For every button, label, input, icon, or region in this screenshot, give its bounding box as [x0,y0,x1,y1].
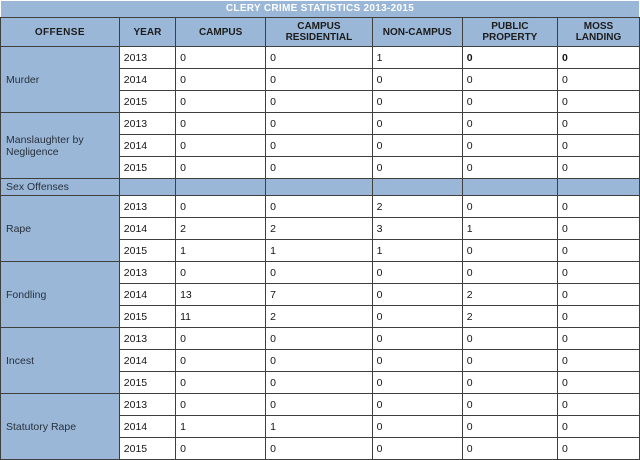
value-cell-public-property: 2 [462,306,557,328]
value-cell-campus-residential: 0 [266,91,372,113]
value-cell-public-property: 0 [462,328,557,350]
value-cell-public-property: 0 [462,240,557,262]
table-group-band-row [1,179,640,196]
value-cell-campus: 0 [176,157,266,179]
value-cell-public-property: 0 [462,157,557,179]
offense-label: Fondling [1,262,120,328]
value-cell-moss-landing: 0 [557,113,639,135]
year-cell: 2013 [119,328,175,350]
value-cell-moss-landing: 0 [557,240,639,262]
column-header-year: YEAR [119,18,175,47]
value-cell-campus: 0 [176,328,266,350]
value-cell-moss-landing: 0 [557,157,639,179]
value-cell-campus: 0 [176,262,266,284]
band-filler-cell [462,179,557,196]
year-cell: 2013 [119,47,175,69]
value-cell-campus: 0 [176,47,266,69]
column-header-campus: CAMPUS [176,18,266,47]
table-row [1,113,640,135]
value-cell-campus-residential: 2 [266,306,372,328]
value-cell-campus-residential: 0 [266,196,372,218]
value-cell-campus-residential: 2 [266,218,372,240]
value-cell-non-campus: 0 [372,438,462,460]
value-cell-non-campus: 1 [372,47,462,69]
value-cell-public-property: 0 [462,416,557,438]
year-cell: 2015 [119,240,175,262]
value-cell-campus: 0 [176,350,266,372]
year-cell: 2014 [119,284,175,306]
year-cell: 2014 [119,218,175,240]
value-cell-non-campus: 0 [372,69,462,91]
year-cell: 2013 [119,394,175,416]
value-cell-moss-landing: 0 [557,372,639,394]
value-cell-public-property: 0 [462,91,557,113]
value-cell-campus-residential: 0 [266,47,372,69]
column-header-moss-landing: MOSS LANDING [557,18,639,47]
value-cell-non-campus: 0 [372,306,462,328]
value-cell-moss-landing: 0 [557,306,639,328]
band-filler-cell [266,179,372,196]
value-cell-moss-landing: 0 [557,69,639,91]
value-cell-campus-residential: 0 [266,262,372,284]
table-row [1,328,640,350]
value-cell-moss-landing: 0 [557,416,639,438]
value-cell-non-campus: 0 [372,328,462,350]
value-cell-campus: 11 [176,306,266,328]
value-cell-campus: 0 [176,438,266,460]
value-cell-moss-landing: 0 [557,284,639,306]
value-cell-campus-residential: 1 [266,416,372,438]
value-cell-public-property: 0 [462,394,557,416]
column-header-offense: OFFENSE [1,18,120,47]
year-cell: 2015 [119,157,175,179]
value-cell-non-campus: 0 [372,350,462,372]
value-cell-moss-landing: 0 [557,135,639,157]
value-cell-campus-residential: 0 [266,135,372,157]
value-cell-moss-landing: 0 [557,196,639,218]
band-filler-cell [176,179,266,196]
value-cell-campus-residential: 0 [266,328,372,350]
column-header-campus-residential: CAMPUS RESIDENTIAL [266,18,372,47]
value-cell-moss-landing: 0 [557,262,639,284]
year-cell: 2014 [119,135,175,157]
year-cell: 2015 [119,372,175,394]
year-cell: 2015 [119,306,175,328]
column-header-public-property: PUBLIC PROPERTY [462,18,557,47]
value-cell-campus-residential: 0 [266,394,372,416]
value-cell-moss-landing: 0 [557,218,639,240]
value-cell-non-campus: 0 [372,394,462,416]
offense-label: Rape [1,196,120,262]
table-row [1,47,640,69]
value-cell-public-property: 0 [462,47,557,69]
value-cell-non-campus: 1 [372,240,462,262]
offense-label: Statutory Rape [1,394,120,460]
value-cell-moss-landing: 0 [557,91,639,113]
value-cell-campus: 1 [176,240,266,262]
year-cell: 2015 [119,91,175,113]
table-row [1,394,640,416]
table-header-row [1,18,640,47]
value-cell-public-property: 1 [462,218,557,240]
value-cell-non-campus: 0 [372,91,462,113]
value-cell-campus: 0 [176,135,266,157]
band-filler-cell [372,179,462,196]
value-cell-public-property: 0 [462,262,557,284]
value-cell-campus: 0 [176,69,266,91]
value-cell-campus-residential: 0 [266,69,372,91]
value-cell-non-campus: 0 [372,372,462,394]
value-cell-non-campus: 0 [372,157,462,179]
value-cell-campus: 0 [176,91,266,113]
value-cell-campus: 2 [176,218,266,240]
value-cell-public-property: 0 [462,438,557,460]
year-cell: 2013 [119,113,175,135]
table-row [1,196,640,218]
year-cell: 2014 [119,69,175,91]
value-cell-non-campus: 0 [372,135,462,157]
value-cell-non-campus: 0 [372,416,462,438]
value-cell-moss-landing: 0 [557,438,639,460]
value-cell-campus-residential: 1 [266,240,372,262]
year-cell: 2014 [119,416,175,438]
value-cell-public-property: 0 [462,196,557,218]
table-title-row [1,1,640,18]
value-cell-non-campus: 0 [372,262,462,284]
value-cell-campus: 0 [176,394,266,416]
value-cell-campus-residential: 7 [266,284,372,306]
year-cell: 2013 [119,196,175,218]
value-cell-public-property: 0 [462,350,557,372]
year-cell: 2013 [119,262,175,284]
value-cell-public-property: 0 [462,69,557,91]
value-cell-moss-landing: 0 [557,47,639,69]
value-cell-campus: 0 [176,113,266,135]
value-cell-non-campus: 0 [372,284,462,306]
year-cell: 2014 [119,350,175,372]
value-cell-campus-residential: 0 [266,438,372,460]
column-header-non-campus: NON-CAMPUS [372,18,462,47]
table-row [1,262,640,284]
offense-label: Murder [1,47,120,113]
value-cell-campus-residential: 0 [266,350,372,372]
value-cell-campus: 13 [176,284,266,306]
value-cell-campus: 0 [176,372,266,394]
year-cell: 2015 [119,438,175,460]
value-cell-non-campus: 3 [372,218,462,240]
value-cell-non-campus: 0 [372,113,462,135]
value-cell-public-property: 0 [462,372,557,394]
band-filler-cell [557,179,639,196]
value-cell-non-campus: 2 [372,196,462,218]
value-cell-public-property: 0 [462,113,557,135]
value-cell-public-property: 0 [462,135,557,157]
offense-label: Incest [1,328,120,394]
band-filler-cell [119,179,175,196]
value-cell-campus-residential: 0 [266,157,372,179]
offense-label: Manslaughter by Negligence [1,113,120,179]
value-cell-moss-landing: 0 [557,328,639,350]
value-cell-moss-landing: 0 [557,394,639,416]
value-cell-campus-residential: 0 [266,372,372,394]
offense-group-label: Sex Offenses [1,179,120,196]
table-title: CLERY CRIME STATISTICS 2013-2015 [1,1,640,18]
value-cell-campus: 0 [176,196,266,218]
value-cell-public-property: 2 [462,284,557,306]
value-cell-campus-residential: 0 [266,113,372,135]
value-cell-campus: 1 [176,416,266,438]
value-cell-moss-landing: 0 [557,350,639,372]
